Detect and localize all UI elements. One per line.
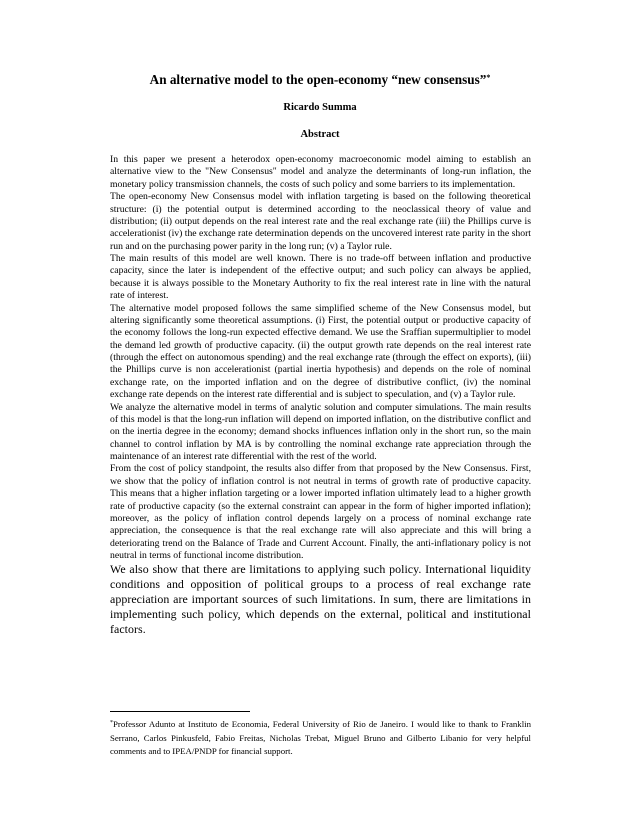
paper-title-text: An alternative model to the open-economy “new consensus” xyxy=(149,72,487,87)
abstract-paragraph-final: We also show that there are limitations to applying such policy. International liquidity conditions and opposition of political groups to a process of real exchange rate appreciation are important sources of such limitations. In sum, there are limitations in implementing such policy, which depends on the external, political and institutional factors. xyxy=(110,562,531,637)
abstract-paragraph-1: In this paper we present a heterodox open-economy macroeconomic model aiming to establish an alternative view to the "New Consensus" model and analyze the determinants of long-run inflation, the monetary policy transmission channels, the costs of such policy and some barriers to its implementation. xyxy=(110,154,531,190)
footnote xyxy=(110,718,531,757)
paper-title xyxy=(60,72,580,90)
footnote-separator xyxy=(110,711,250,712)
abstract-paragraph-5: We analyze the alternative model in terms of analytic solution and computer simulations. The main results of this model is that the long-run inflation will depend on imported inflation, on the distributive conflict and on the inertia degree in the economy; demand shocks influences inflation only in the short run, so the main channel to control inflation by MA is by controlling the nominal exchange rate appreciation through the maintenance of an interest rate differential with the rest of the world. xyxy=(110,401,531,462)
abstract-body xyxy=(110,154,531,637)
abstract-paragraph-4: The alternative model proposed follows the same simplified scheme of the New Consensus model, but altering significantly some theoretical assumptions. (i) First, the potential output or productive capacity of the economy follows the long-run expected effective demand. We use the Sraffian supermultiplier to model the demand led growth of productive capacity. (ii) the output growth rate depends on the real interest rate (through the effect on autonomous spending) and the real exchange rate (through the effect on exports), (iii) the Phillips curve is non accelerationist (partial inertia hypothesis) and depends on the role of nominal exchange rate, on the imported inflation and on the degree of distributive conflict, (iv) the nominal exchange rate depends on the interest rate differential and is subject to speculation, and (v) a Taylor rule. xyxy=(110,302,531,401)
abstract-paragraph-6: From the cost of policy standpoint, the results also differ from that proposed by the New Consensus. First, we show that the policy of inflation control is not neutral in terms of growth rate of productive capacity. This means that a higher inflation targeting or a lower imported inflation ultimately lead to a higher growth rate of productive capacity (so the external constraint can appear in the form of higher imported inflation); moreover, as the policy of inflation control depends largely on a process of nominal exchange rate appreciation, the consequence is that the real exchange rate will also appreciate and this will bring a deteriorating trend on the Balance of Trade and Current Account. Finally, the anti-inflationary policy is not neutral in terms of functional income distribution. xyxy=(110,463,531,561)
footnote-mark: * xyxy=(110,720,113,726)
abstract-paragraph-3: The main results of this model are well known. There is no trade-off between inflation and productive capacity, since the later is independent of the effective output; and such policy can always be applied, because it is always possible to the Monetary Authority to fix the real interest rate in line with the natural rate of interest. xyxy=(110,253,531,302)
footnote-text: Professor Adunto at Instituto de Economia, Federal University of Rio de Janeiro. I would like to thank to Franklin Serrano, Carlos Pinkusfeld, Fabio Freitas, Nicholas Trebat, Miguel Bruno and Gilberto Libanio for very helpful comments and to IPEA/PNDP for financial support. xyxy=(110,719,531,756)
abstract-paragraph-2: The open-economy New Consensus model with inflation targeting is based on the following theoretical structure: (i) the potential output is determined according to the neoclassical theory of value and distribution; (ii) output depends on the real interest rate and the real exchange rate (iii) the Phillips curve is accelerationist (iv) the exchange rate determination depends on the uncovered interest rate parity in the short run and on the purchasing power parity in the long run; (v) a Taylor rule. xyxy=(110,191,531,252)
title-footnote-mark: * xyxy=(486,73,491,82)
abstract-heading: Abstract xyxy=(300,129,340,140)
author-name: Ricardo Summa xyxy=(283,102,357,113)
